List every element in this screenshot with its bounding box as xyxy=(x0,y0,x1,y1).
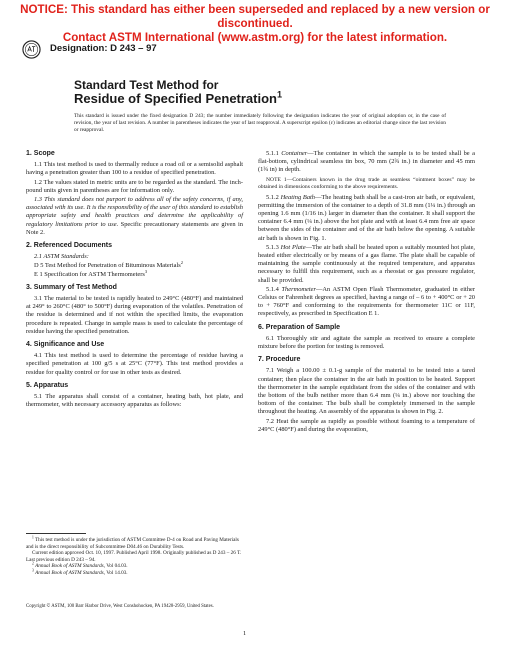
note-1: NOTE 1—Containers known in the drug trade as seamless “ointment boxes” may be obtained in dimensions conforming to the above requirements. xyxy=(258,176,475,190)
copyright-line: Copyright © ASTM, 100 Barr Harbor Drive, West Conshohocken, PA 19428-2959, United States. xyxy=(26,604,214,609)
safety-statement: 1.3 This standard does not purport to address all of the safety concerns, if any, associated with its use. It is the responsibility of the user of this standard to establish appropriate safety and health practices and determine the applicability of regulatory limitations prior to use. xyxy=(26,196,243,228)
paragraph-4-1: 4.1 This test method is used to determine the percentage of residue having a specified penetration at 100 g/5 s at 25°C (77°F). This test method provides a residue for quality control or for use in other tests as desired. xyxy=(26,352,243,376)
paragraph-7-2: 7.2 Heat the sample as rapidly as possible without foaming to a temperature of 249°C (480°F) and during the evaporation, xyxy=(258,417,475,433)
paragraph-5-1-3-label: 5.1.3 xyxy=(266,243,279,251)
section-heading-referenced-documents: 2. Referenced Documents xyxy=(26,242,112,250)
paragraph-5-1-2-label: 5.1.2 xyxy=(266,193,279,201)
right-column xyxy=(258,150,475,435)
paragraph-5-1-4-text: —An ASTM Open Flash Thermometer, graduated in either Celsius or Fahrenheit degrees as specified, having a range of – 6 to + 400°C or + 20 to + 760°F and conforming to the requirements for thermometer 11C or 11F, respectively, as prescribed in Specification E 1. xyxy=(258,285,475,318)
reference-e1 xyxy=(34,268,243,279)
reference-e1-text: E 1 Specification for ASTM Thermometers xyxy=(34,270,145,278)
paragraph-5-1-1-text: —The container in which the sample is to be tested shall be a flat-bottom, cylindrical seamless tin box, 70 mm (2¾ in.) in diameter and 45 mm (1¾ in) in depth. xyxy=(258,150,475,174)
footnote-1-marker: 1 xyxy=(32,535,34,540)
section-heading-significance: 4. Significance and Use xyxy=(26,341,105,349)
section-heading-apparatus: 5. Apparatus xyxy=(26,381,69,389)
footnote-3-vol: , Vol 14.03. xyxy=(103,569,128,576)
footnote-1-edition: Current edition approved Oct. 10, 1997. Published April 1998. Originally published as D 243 – 26 T. Last previous edition D 243 – 94. xyxy=(26,550,242,563)
paragraph-5-1-3-term: Hot Plate xyxy=(280,243,306,251)
footnote-2-vol: , Vol 04.03. xyxy=(103,563,128,570)
notice-line-1: NOTICE: This standard has either been superseded and replaced by a new version or discontinued. xyxy=(20,3,490,30)
reference-d5-text: D 5 Test Method for Penetration of Bituminous Materials xyxy=(34,262,181,270)
section-heading-procedure: 7. Procedure xyxy=(258,356,301,364)
supersede-notice xyxy=(0,3,510,45)
astm-standards-label: 2.1 ASTM Standards: xyxy=(34,253,89,261)
paragraph-5-1: 5.1 The apparatus shall consist of a container, heating bath, hot plate, and thermometer, with necessary accessory apparatus as follows: xyxy=(26,393,243,409)
footnote-divider xyxy=(26,533,86,534)
paragraph-5-1-4-label: 5.1.4 xyxy=(266,285,279,293)
section-heading-summary: 3. Summary of Test Method xyxy=(26,283,117,291)
left-column xyxy=(26,150,243,410)
paragraph-1-1: 1.1 This test method is used to thermally reduce a road oil or a semisolid asphalt having a penetration greater than 100 to a residue of specified penetration. xyxy=(26,161,243,177)
footnote-3-marker: 3 xyxy=(32,568,34,573)
paragraph-5-1-1-term: Container xyxy=(281,150,308,157)
paragraph-1-2: 1.2 The values stated in metric units are to be regarded as the standard. The inch-pound units given in parentheses are for information only. xyxy=(26,178,243,194)
section-heading-preparation: 6. Preparation of Sample xyxy=(258,323,341,331)
paragraph-5-1-2-term: Heating Bath xyxy=(280,193,315,201)
standard-issuance-note: This standard is issued under the fixed designation D 243; the number immediately following the designation indicates the year of original adoption or, in the case of revision, the year of last revision. A number in parentheses indicates the year of last reapproval. A superscript epsilon (ε) indicates an editorial change since the last revision or reapproval. xyxy=(74,113,446,133)
title-footnote-ref: 1 xyxy=(277,89,283,100)
notice-line-2: Contact ASTM International (www.astm.org) for the latest information. xyxy=(62,31,448,44)
footnote-2-marker: 2 xyxy=(32,561,34,566)
footnote-1 xyxy=(26,537,243,550)
paragraph-5-1-4-term: Thermometer xyxy=(281,285,316,293)
footnote-3-title: Annual Book of ASTM Standards xyxy=(35,569,104,576)
title-line-2 xyxy=(74,89,434,106)
section-heading-scope: 1. Scope xyxy=(26,150,55,157)
paragraph-6-1: 6.1 Thoroughly stir and agitate the sample as received to ensure a complete mixture before the portion for testing is removed. xyxy=(258,334,475,351)
footnote-3 xyxy=(26,570,243,577)
footnote-2-title: Annual Book of ASTM Standards xyxy=(35,563,104,570)
footnote-1-text: This test method is under the jurisdiction of ASTM Committee D-4 on Road and Paving Materials and is the direct responsibility of Subcommittee D04.46 on Durability Tests. xyxy=(26,537,239,550)
paragraph-3-1: 3.1 The material to be tested is rapidly heated to 249°C (480°F) and maintained at 249° to 260°C (480° to 500°F) during evaporation of the volatiles. Penetration of the residue is determined and if not within the specified limits, the evaporation procedure is repeated. Change in sample mass is used to calculate the percentage of residue having the specified penetration. xyxy=(26,295,243,335)
paragraph-5-1-3-text: —The air bath shall be heated upon a suitably mounted hot plate, heated either electrically or by means of a gas flame. The plate shall be capable of maintaining the sample continuously at the required temperature, and apparatus necessary to fulfill this requirement, such as a rheostat or gas pressure regulator, shall be provided. xyxy=(258,243,475,284)
paragraph-5-1-4 xyxy=(258,286,475,319)
paragraph-1-3 xyxy=(26,196,243,237)
title-line-1: Standard Test Method for xyxy=(74,78,219,92)
paragraph-5-1-2 xyxy=(258,194,475,243)
safety-statement-tail: Specific precautionary statements are given in Note 2. xyxy=(26,220,243,236)
paragraph-5-1-2-text: —The heating bath shall be a cast-iron air bath, or equivalent, permitting the immersion of the container to a depth of 31.8 mm (1¼ in.) through an opening 1.6 mm (1/16 in.) larger in diameter than the container. It shall support the container 6.4 mm (¼ in.) above the hot plate and with at least 6.4 mm free air space between the sides of the container and of the air bath below the opening. A suitable air bath is shown in Fig. 1. xyxy=(258,193,475,242)
paragraph-5-1-1-label: 5.1.1 xyxy=(266,150,279,157)
title-main: Residue of Specified Penetration xyxy=(74,91,277,106)
paragraph-5-1-3 xyxy=(258,244,475,285)
reference-d5-sup: 2 xyxy=(180,260,183,266)
reference-e1-sup: 3 xyxy=(144,268,148,274)
paragraph-5-1-1 xyxy=(258,150,475,175)
reference-d5 xyxy=(34,262,243,270)
designation: Designation: D 243 – 97 xyxy=(50,43,157,54)
document-title xyxy=(74,78,434,106)
paragraph-7-1: 7.1 Weigh a 100.00 ± 0.1-g sample of the material to be tested into a tared container; then place the container in the air bath in position to be heated. Support the thermometer in the sample equidistant from the sides of the container and with the bottom of the bulb neither more than 6.4 mm (¼ in.) above nor touching the bottom of the container. The bulb shall be completely immersed in the sample throughout the heating. An assembly of the apparatus is shown in Fig. 2. xyxy=(258,367,475,416)
page-number: 1 xyxy=(243,630,247,637)
astm-logo-icon xyxy=(22,40,41,59)
footnotes xyxy=(26,537,243,577)
